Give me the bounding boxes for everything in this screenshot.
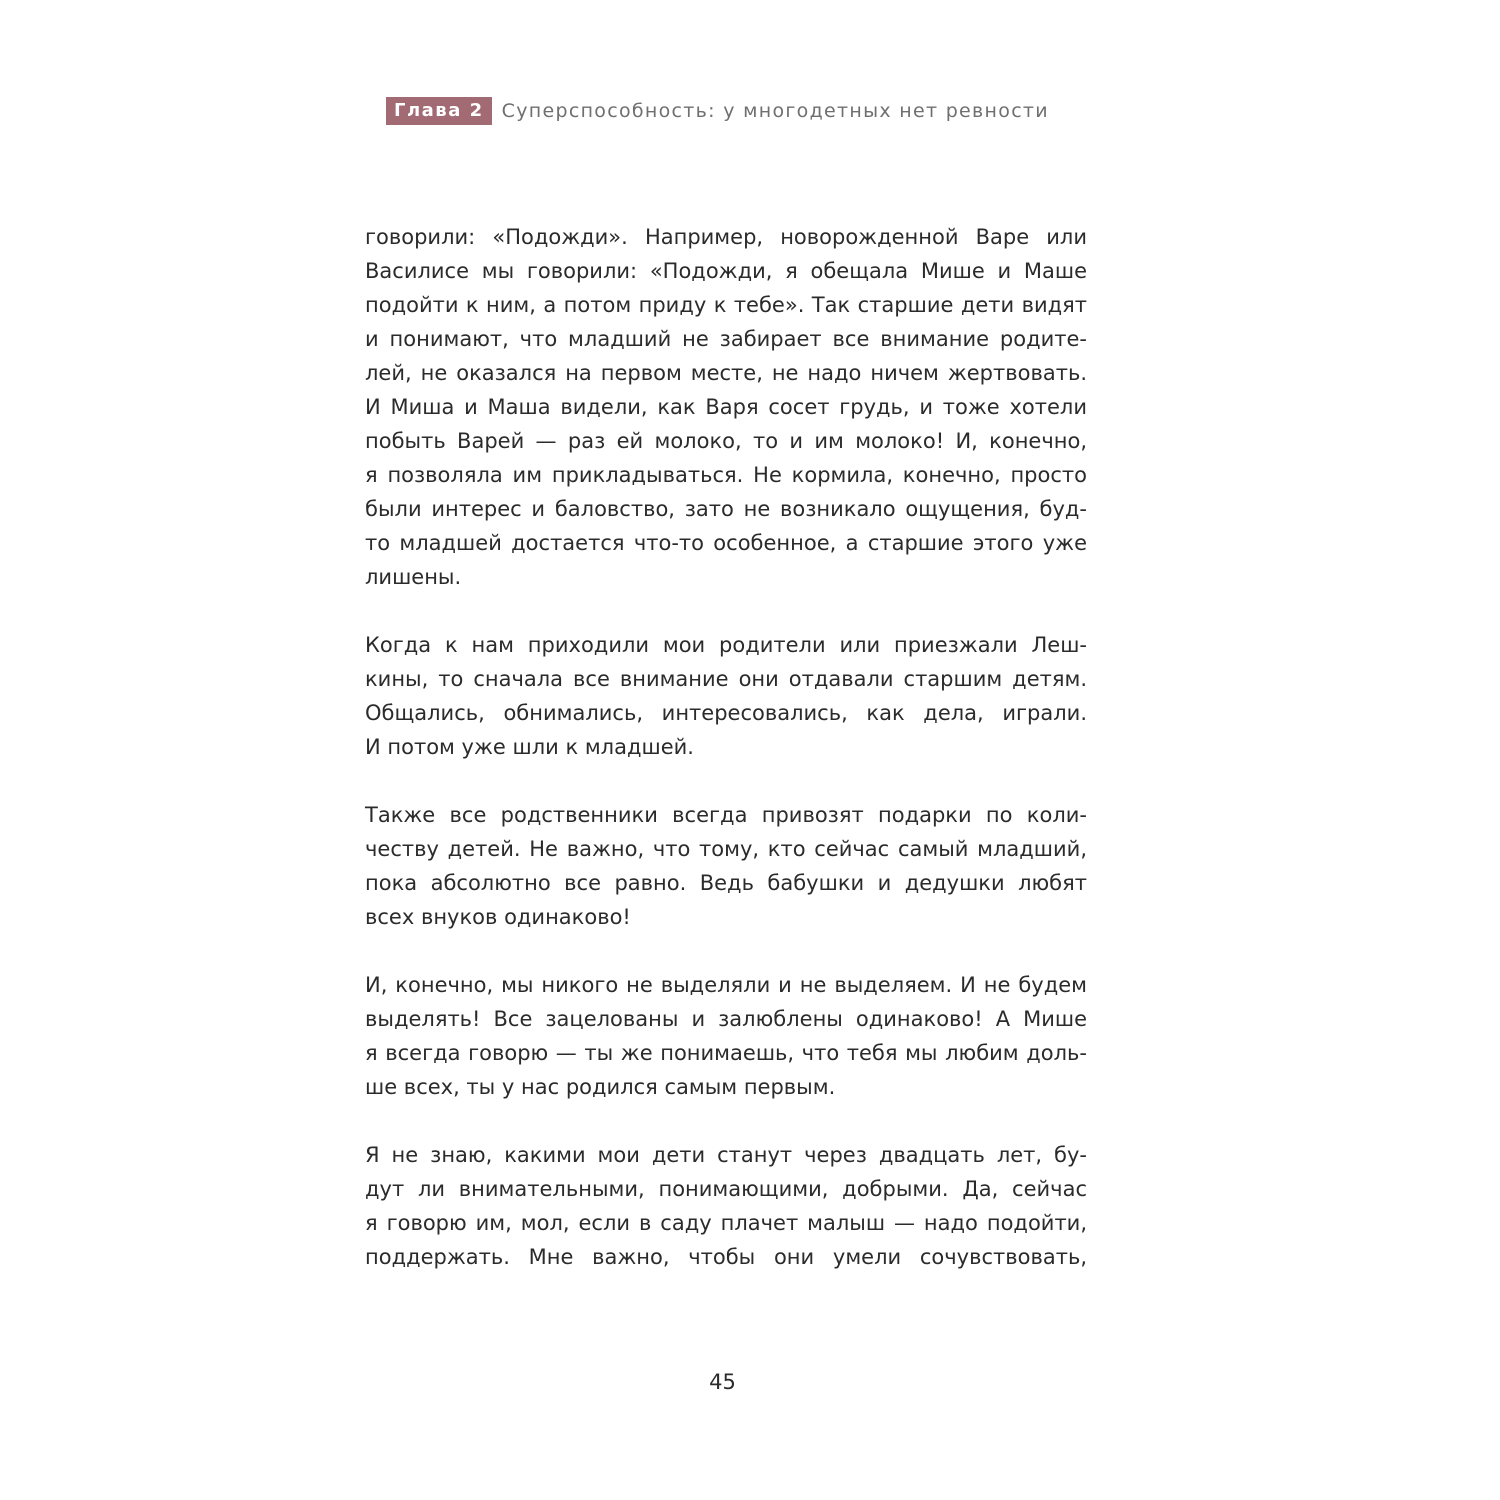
text-line: кины, то сначала все внимание они отдавали старшим детям. (365, 667, 1087, 691)
text-line: побыть Варей — раз ей молоко, то и им молоко! И, конечно, (365, 429, 1087, 453)
text-line: всех внуков одинаково! (365, 905, 631, 929)
paragraph (365, 968, 1087, 1104)
text-line: и понимают, что младший не забирает все внимание родите- (365, 327, 1087, 351)
paragraph (365, 628, 1087, 764)
text-line: говорили: «Подожди». Например, новорожденной Варе или (365, 225, 1087, 249)
chapter-title: Суперспособность: у многодетных нет ревности (501, 99, 1049, 122)
text-line: подойти к ним, а потом приду к тебе». Так старшие дети видят (365, 293, 1087, 317)
text-line: я всегда говорю — ты же понимаешь, что тебя мы любим доль- (365, 1041, 1087, 1065)
text-line: И Миша и Маша видели, как Варя сосет грудь, и тоже хотели (365, 395, 1087, 419)
text-line: лишены. (365, 565, 462, 589)
text-line: я говорю им, мол, если в саду плачет малыш — надо подойти, (365, 1211, 1087, 1235)
text-line: Также все родственники всегда привозят подарки по коли- (365, 803, 1087, 827)
text-line: то младшей достается что-то особенное, а старшие этого уже (365, 531, 1087, 555)
text-line: выделять! Все зацелованы и залюблены одинаково! А Мише (365, 1007, 1087, 1031)
text-line: были интерес и баловство, зато не возникало ощущения, буд- (365, 497, 1087, 521)
text-line: пока абсолютно все равно. Ведь бабушки и дедушки любят (365, 871, 1087, 895)
text-line: я позволяла им прикладываться. Не кормила, конечно, просто (365, 463, 1087, 487)
body-text (365, 220, 1087, 1308)
text-line: Общались, обнимались, интересовались, как дела, играли. (365, 701, 1087, 725)
text-line: лей, не оказался на первом месте, не надо ничем жертвовать. (365, 361, 1087, 385)
text-line: Когда к нам приходили мои родители или приезжали Леш- (365, 633, 1087, 657)
text-line: И, конечно, мы никого не выделяли и не выделяем. И не будем (365, 973, 1087, 997)
page-number: 45 (709, 1370, 736, 1394)
text-line: Я не знаю, какими мои дети станут через двадцать лет, бу- (365, 1143, 1087, 1167)
paragraph (365, 798, 1087, 934)
text-line: И потом уже шли к младшей. (365, 735, 694, 759)
chapter-badge: Глава 2 (386, 97, 492, 125)
paragraph (365, 220, 1087, 594)
running-header (386, 97, 1049, 125)
text-line: поддержать. Мне важно, чтобы они умели сочувствовать, (365, 1245, 1087, 1269)
text-line: дут ли внимательными, понимающими, добрыми. Да, сейчас (365, 1177, 1087, 1201)
text-line: ше всех, ты у нас родился самым первым. (365, 1075, 836, 1099)
text-line: честву детей. Не важно, что тому, кто сейчас самый младший, (365, 837, 1087, 861)
text-line: Василисе мы говорили: «Подожди, я обещала Мише и Маше (365, 259, 1087, 283)
paragraph (365, 1138, 1087, 1274)
